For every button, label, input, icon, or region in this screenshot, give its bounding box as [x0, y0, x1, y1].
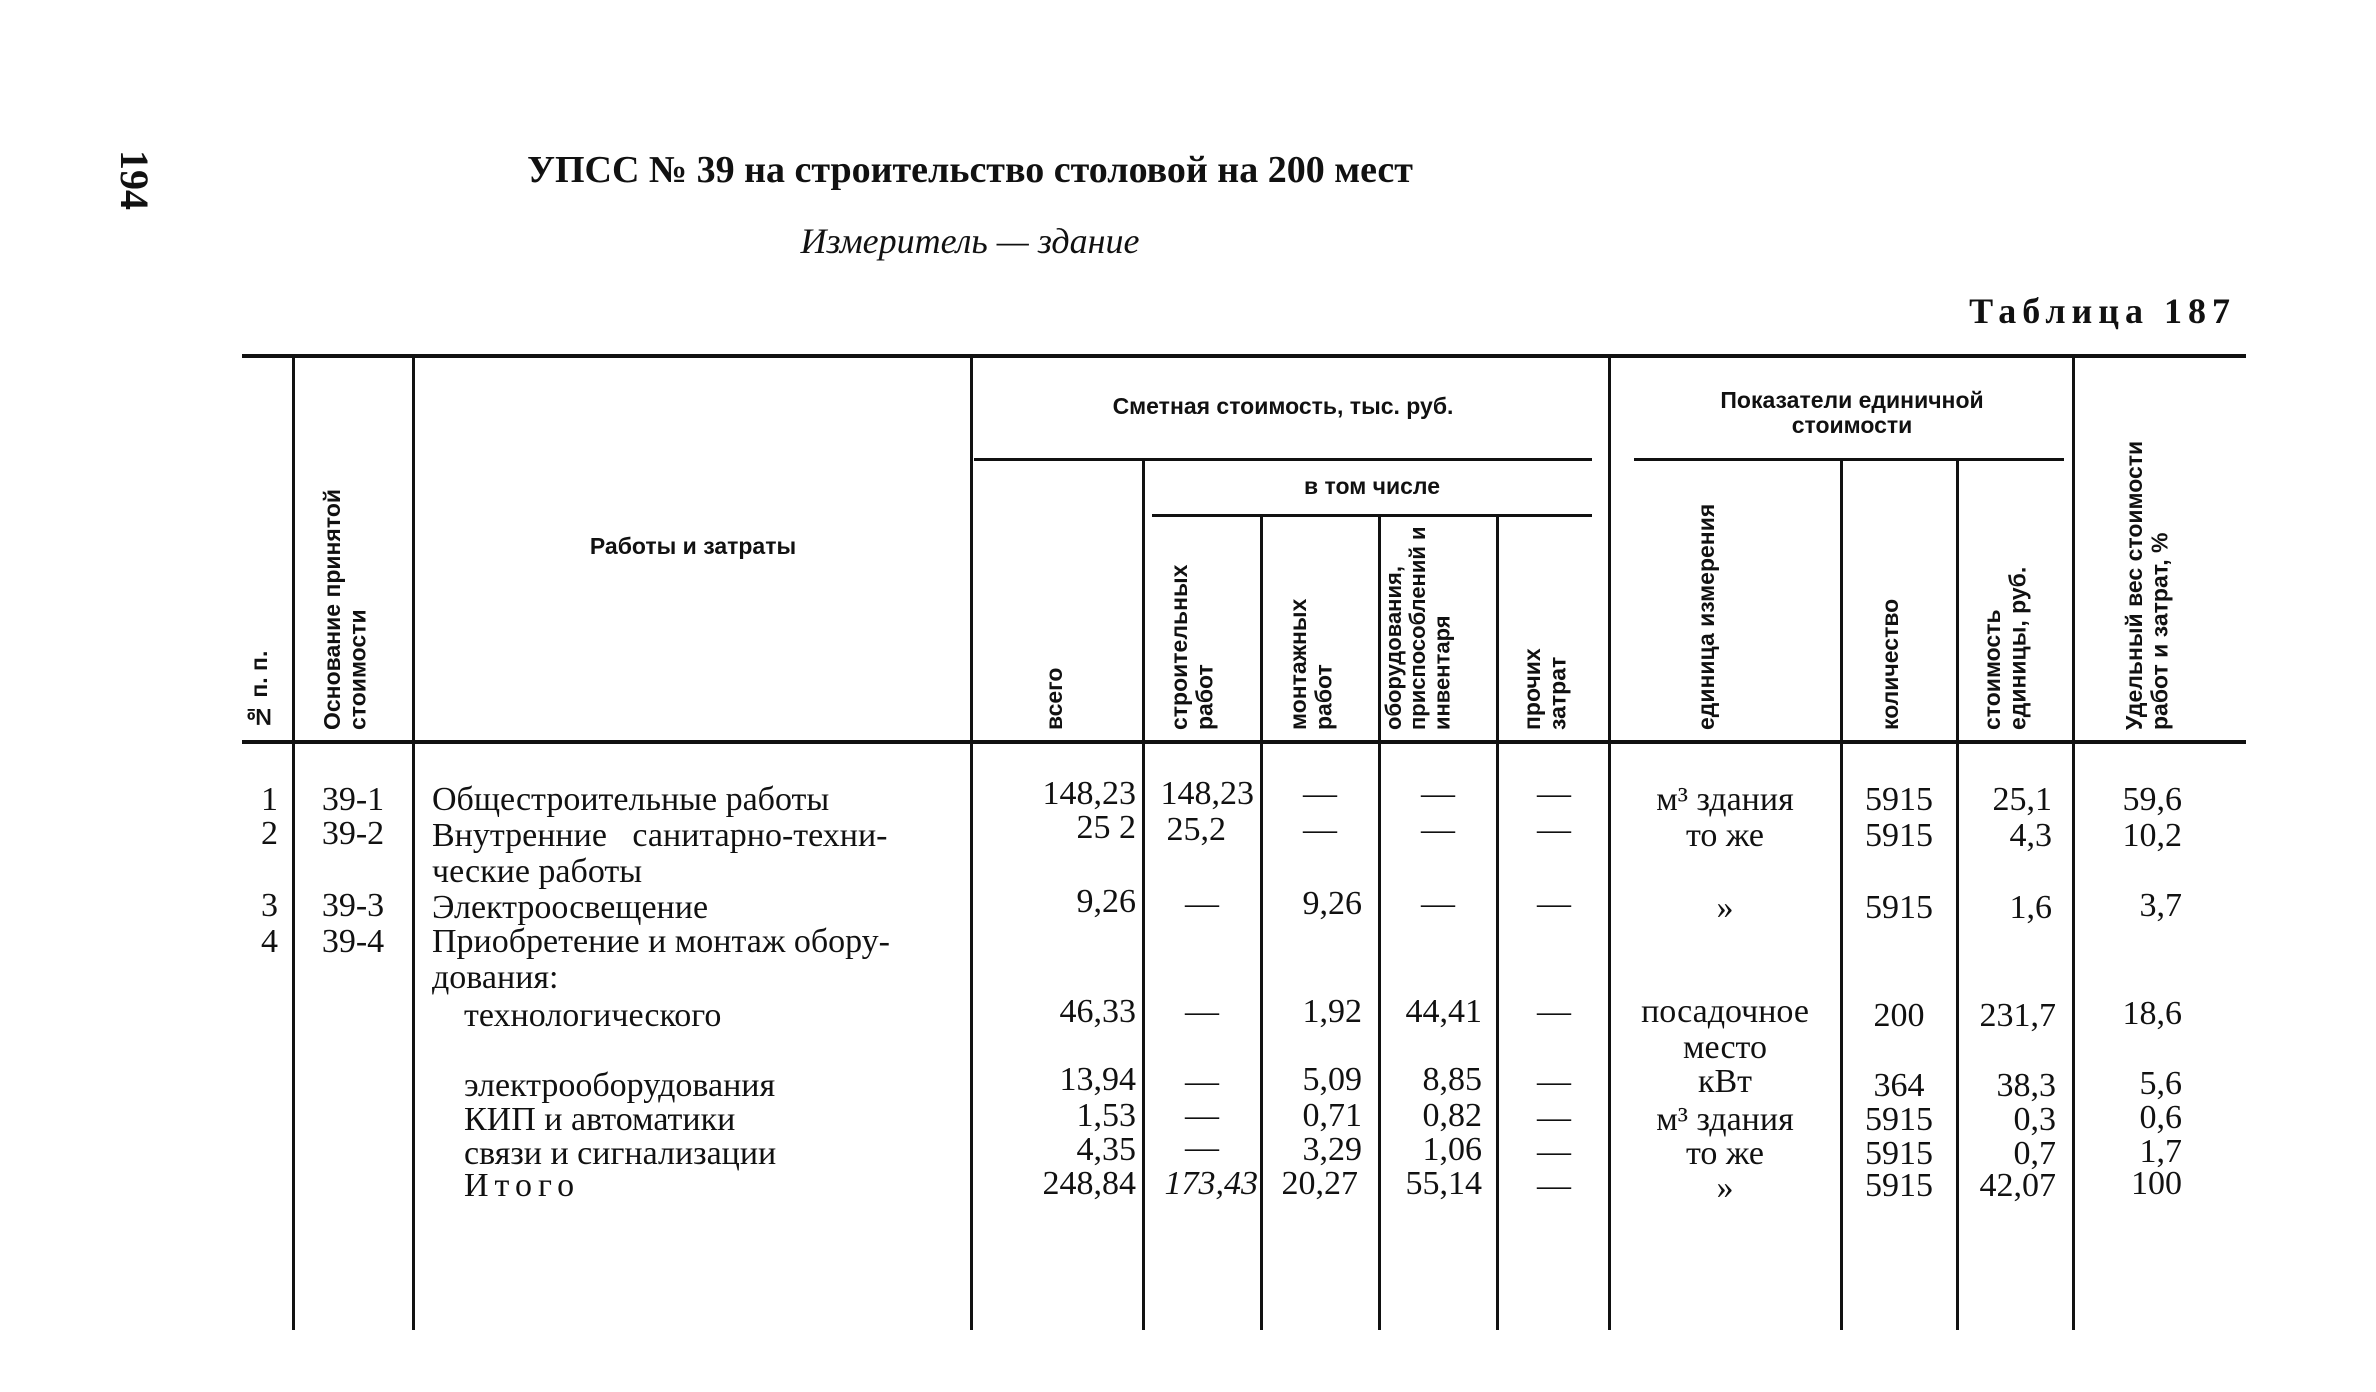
- row-qty: 5915: [1865, 889, 1933, 926]
- row-basis: 39-1: [321, 781, 385, 818]
- row-construction: —: [1185, 1063, 1219, 1100]
- row-installation: 1,92: [1302, 993, 1362, 1030]
- row-total: 4,35: [1076, 1131, 1136, 1168]
- row-construction: 25,2: [1166, 811, 1226, 848]
- row-total: 9,26: [1076, 883, 1136, 920]
- row-other: —: [1537, 775, 1571, 812]
- table-label: Таблица 187: [1969, 291, 2236, 331]
- row-other: —: [1537, 1133, 1571, 1170]
- row-total: 25 2: [1076, 809, 1136, 846]
- col-rule: [2072, 354, 2075, 1330]
- row-other: —: [1537, 811, 1571, 848]
- row-unit: »: [1716, 889, 1734, 926]
- row-unit: то же: [1685, 817, 1765, 854]
- row-share: 10,2: [2122, 817, 2182, 854]
- row-installation: —: [1303, 811, 1337, 848]
- row-share: 59,6: [2122, 781, 2182, 818]
- row-unit: »: [1716, 1169, 1734, 1206]
- row-construction: 148,23: [1160, 775, 1254, 812]
- cost-table: [242, 354, 2246, 1334]
- row-cost: 231,7: [1979, 997, 2056, 1034]
- row-construction: —: [1185, 993, 1219, 1030]
- header-total: всего: [1041, 667, 1067, 730]
- row-basis: 39-4: [321, 923, 385, 960]
- row-cost: 42,07: [1979, 1167, 2056, 1204]
- row-work-total: Итого: [464, 1167, 581, 1204]
- row-installation: 9,26: [1302, 885, 1362, 922]
- row-share: 18,6: [2122, 995, 2182, 1032]
- row-other: —: [1537, 885, 1571, 922]
- row-installation: 5,09: [1302, 1061, 1362, 1098]
- row-equipment: —: [1421, 811, 1455, 848]
- row-qty: 364: [1873, 1067, 1925, 1104]
- row-equipment: 0,82: [1422, 1097, 1482, 1134]
- row-installation: —: [1303, 775, 1337, 812]
- header-indicators-group: Показатели единичной стоимости: [1720, 387, 1984, 439]
- header-equipment: оборудования, приспособлений и инвентаря: [1381, 526, 1455, 730]
- header-incl-group: в том числе: [1303, 473, 1441, 499]
- col-rule: [1956, 458, 1959, 1330]
- row-installation: 0,71: [1302, 1097, 1362, 1134]
- row-qty: 5915: [1865, 1167, 1933, 1204]
- incl-group-rule: [1152, 514, 1592, 517]
- table-top-rule: [242, 354, 2246, 358]
- header-construction: строительных работ: [1166, 564, 1218, 730]
- row-total: 248,84: [1042, 1165, 1136, 1202]
- header-num: № п. п.: [246, 650, 272, 730]
- row-num: 1: [261, 781, 278, 818]
- row-cost: 25,1: [1992, 781, 2052, 818]
- row-cost: 0,3: [2013, 1101, 2056, 1138]
- row-work: связи и сигнализации: [464, 1135, 777, 1172]
- row-unit: м³ здания: [1656, 1101, 1794, 1138]
- row-equipment: —: [1421, 885, 1455, 922]
- row-installation: 3,29: [1302, 1131, 1362, 1168]
- row-equipment: 8,85: [1422, 1061, 1482, 1098]
- row-other: —: [1537, 1167, 1571, 1204]
- row-cost: 1,6: [2009, 889, 2052, 926]
- row-cost: 38,3: [1996, 1067, 2056, 1104]
- row-cost: 0,7: [2013, 1135, 2056, 1172]
- row-total: 13,94: [1059, 1061, 1136, 1098]
- row-construction: —: [1185, 885, 1219, 922]
- row-equipment: 44,41: [1405, 993, 1482, 1030]
- estimate-group-rule: [974, 458, 1592, 461]
- col-rule: [1496, 516, 1499, 1330]
- row-qty: 5915: [1865, 1101, 1933, 1138]
- row-work: Приобретение и монтаж обору- дования:: [432, 923, 891, 996]
- row-unit: то же: [1685, 1135, 1765, 1172]
- row-construction: 173,43: [1164, 1165, 1258, 1202]
- row-num: 2: [261, 815, 278, 852]
- row-total: 148,23: [1042, 775, 1136, 812]
- col-rule: [1840, 458, 1843, 1330]
- header-share: Удельный вес стоимости работ и затрат, %: [2121, 440, 2173, 730]
- header-unit: единица измерения: [1693, 503, 1719, 730]
- row-unit: кВт: [1697, 1063, 1753, 1100]
- row-num: 3: [261, 887, 278, 924]
- page-number: 194: [112, 150, 157, 210]
- header-bottom-rule: [242, 740, 2246, 744]
- header-quantity: количество: [1877, 598, 1903, 730]
- row-work: электрооборудования: [464, 1067, 776, 1104]
- header-other: прочих затрат: [1519, 648, 1571, 730]
- row-work: технологического: [464, 997, 722, 1034]
- page-subtitle: Измеритель — здание: [800, 221, 1140, 261]
- row-qty: 5915: [1865, 817, 1933, 854]
- row-qty: 5915: [1865, 1135, 1933, 1172]
- row-cost: 4,3: [2009, 817, 2052, 854]
- row-equipment: 55,14: [1405, 1165, 1482, 1202]
- row-other: —: [1537, 1063, 1571, 1100]
- row-equipment: 1,06: [1422, 1131, 1482, 1168]
- row-share: 3,7: [2139, 887, 2182, 924]
- indicators-group-rule: [1634, 458, 2064, 461]
- row-construction: —: [1185, 1097, 1219, 1134]
- row-other: —: [1537, 1099, 1571, 1136]
- row-work: Общестроительные работы: [432, 781, 830, 818]
- row-other: —: [1537, 993, 1571, 1030]
- row-work: КИП и автоматики: [464, 1101, 736, 1138]
- row-unit: м³ здания: [1656, 781, 1794, 818]
- row-work: Электроосвещение: [432, 889, 709, 926]
- row-basis: 39-3: [321, 887, 385, 924]
- page-title: УПСС № 39 на строительство столовой на 200 мест: [527, 149, 1413, 191]
- col-rule: [292, 354, 295, 1330]
- row-total: 46,33: [1059, 993, 1136, 1030]
- row-num: 4: [261, 923, 278, 960]
- col-rule: [412, 354, 415, 1330]
- row-unit: посадочное место: [1641, 993, 1809, 1066]
- header-estimate-group: Сметная стоимость, тыс. руб.: [1112, 393, 1454, 419]
- row-share: 5,6: [2139, 1065, 2182, 1102]
- row-work: Внутренние санитарно-техни- ческие работы: [432, 817, 888, 890]
- row-installation: 20,27: [1281, 1165, 1358, 1202]
- row-share: 0,6: [2139, 1099, 2182, 1136]
- col-rule: [1608, 354, 1611, 1330]
- row-share: 100: [2131, 1165, 2182, 1202]
- header-works: Работы и затраты: [589, 533, 797, 559]
- row-qty: 5915: [1865, 781, 1933, 818]
- row-construction: —: [1185, 1129, 1219, 1166]
- header-basis: Основание принятой стоимости: [319, 488, 371, 730]
- row-total: 1,53: [1076, 1097, 1136, 1134]
- col-rule: [1260, 516, 1263, 1330]
- col-rule: [970, 354, 973, 1330]
- row-equipment: —: [1421, 775, 1455, 812]
- header-unit-cost: стоимость единицы, руб.: [1979, 566, 2031, 730]
- row-share: 1,7: [2139, 1133, 2182, 1170]
- row-basis: 39-2: [321, 815, 385, 852]
- header-installation: монтажных работ: [1285, 598, 1337, 730]
- row-qty: 200: [1873, 997, 1925, 1034]
